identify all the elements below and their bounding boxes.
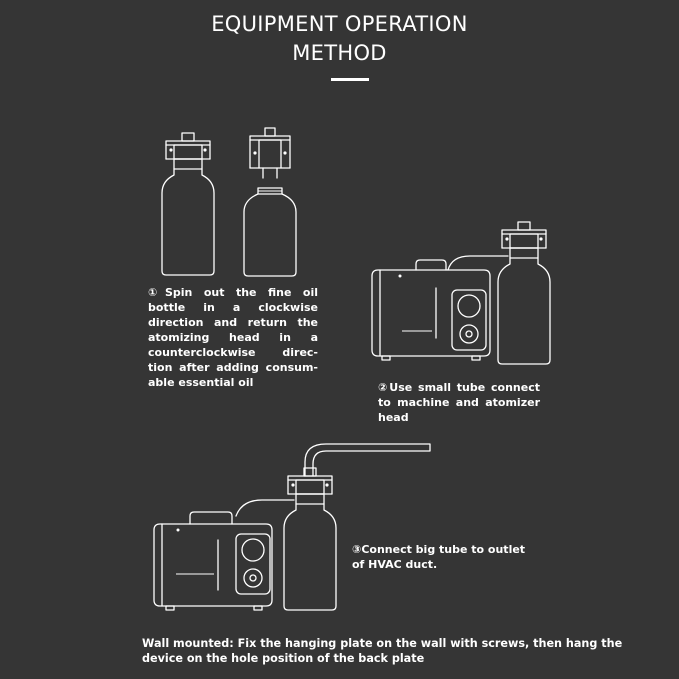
page-title-line-2: METHOD [292,41,387,65]
step1-caption: ①Spin out the fine oil bottle in a clockwise direction and return the atomizing head in a counterclockwise direc-tion after adding consum-able essential oil [148,286,318,389]
page-title-line-1: EQUIPMENT OPERATION [211,12,468,36]
step1-bottle-assembled [162,133,214,275]
step2-small-tube [448,256,508,270]
wall-mount-note: Wall mounted: Fix the hanging plate on the wall with screws, then hang the device on the hole position of the back plate [142,637,623,665]
step1-bottle-separated [244,128,296,276]
step2-bottle [498,222,550,364]
step3-machine [154,512,272,610]
step3-big-tube [305,444,430,476]
step3-small-tube [236,500,294,516]
step3-bottle [284,468,336,610]
step2-caption: ②Use small tube connect to machine and atomizer head [378,381,540,424]
step3-caption: ③Connect big tube to outlet of HVAC duct. [352,543,526,571]
step2-machine [372,260,490,360]
